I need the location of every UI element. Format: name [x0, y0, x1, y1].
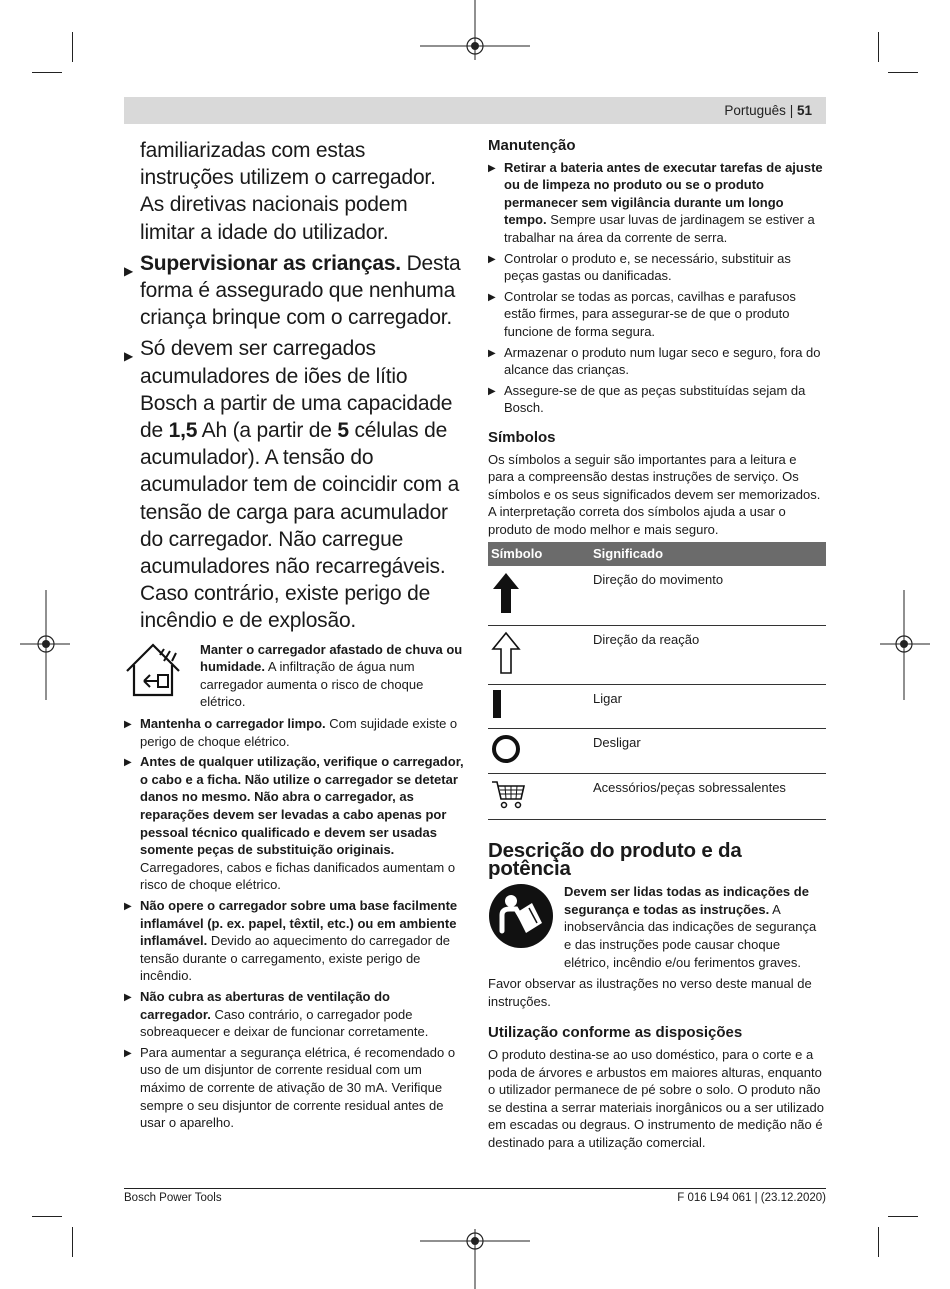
left-column — [124, 137, 464, 1135]
footer-rule — [124, 1188, 826, 1189]
bullet-triangle-icon: ▶ — [124, 1047, 132, 1059]
large-text-block — [124, 137, 464, 635]
symbol-cell — [488, 685, 590, 729]
item-text: Caso contrário, o carregador pode sobreaquecer e deixar de funcionar corretamente. — [140, 1006, 429, 1040]
list-item — [124, 1044, 464, 1132]
registration-mark-icon — [420, 1229, 530, 1289]
item-text: Desta forma é assegurado que nenhuma criança brinque com o carregador. — [140, 251, 461, 330]
item-text: Armazenar o produto num lugar seco e seguro, fora do alcance das crianças. — [504, 344, 821, 378]
registration-mark-icon — [880, 590, 930, 700]
meaning-cell: Direção do movimento — [590, 566, 826, 625]
read-manual-icon — [488, 883, 554, 949]
list-item — [488, 288, 826, 341]
bullet-triangle-icon: ▶ — [124, 757, 132, 769]
header-text — [724, 103, 812, 118]
item-text: Controlar se todas as porcas, cavilhas e parafusos estão firmes, para assegurar-se de que o produto funcione de forma segura. — [504, 288, 796, 339]
symbols-table — [488, 542, 826, 820]
bullet-triangle-icon: ▶ — [124, 349, 134, 364]
item-text: Sempre usar luvas de jardinagem se estiver a trabalhar na área da corrente de serra. — [504, 212, 815, 245]
item-text: Assegure-se de que as peças substituídas sejam da Bosch. — [504, 382, 806, 416]
bullet-triangle-icon: ▶ — [488, 291, 496, 303]
list-item — [488, 344, 826, 379]
footer-brand: Bosch Power Tools — [124, 1192, 222, 1204]
read-manual-text: A inobservância das indicações de segurança e das instruções pode causar choque elétrico, incêndio e/ou ferimentos graves. — [564, 901, 817, 970]
symbols-heading: Símbolos — [488, 428, 556, 446]
item-text: Devido ao aquecimento do carregador de tensão durante o carregamento, existe perigo de incêndio. — [140, 933, 451, 984]
item-text: células de acumulador). A tensão do acumulador tem de coincidir com a tensão de carga para acumulador do carregador. Não carregue acumuladores não recarregáveis. Caso contrário, existe perigo de incêndio e de explosão. — [140, 419, 460, 633]
item-bold: Supervisionar as crianças. — [140, 251, 401, 275]
maintenance-heading: Manutenção — [488, 137, 576, 154]
rain-warning-bold: Manter o carregador afastado de chuva ou humidade. — [200, 641, 463, 675]
off-circle-icon — [491, 734, 523, 764]
item-bold: 1,5 — [168, 419, 198, 443]
symbol-cell — [488, 774, 590, 820]
crop-mark — [878, 32, 879, 62]
symbol-cell — [488, 728, 590, 774]
rain-warning-text: A infiltração de água num carregador aumenta o risco de choque elétrico. — [200, 659, 424, 710]
table-row — [488, 728, 826, 774]
movement-arrow-icon — [491, 571, 521, 615]
crop-mark — [72, 1227, 73, 1257]
meaning-cell: Ligar — [590, 685, 826, 729]
table-row — [488, 774, 826, 820]
crop-mark — [72, 32, 73, 62]
read-manual-notice — [488, 883, 826, 971]
bullet-triangle-icon: ▶ — [488, 385, 496, 397]
item-bold: Mantenha o carregador limpo. — [140, 716, 326, 732]
item-text: Só devem ser carregados acumuladores de iões de lítio Bosch a partir de uma capacidade de — [140, 337, 453, 443]
crop-mark — [878, 1227, 879, 1257]
header-language: Português — [724, 103, 786, 118]
large-list-item — [124, 335, 464, 634]
description-heading: Descrição do produto e da potência — [488, 839, 742, 880]
illustrations-note: Favor observar as ilustrações no verso deste manual de instruções. — [488, 976, 812, 1009]
table-header: Símbolo — [488, 542, 590, 566]
page-number: 51 — [796, 103, 812, 118]
header-separator: | — [789, 103, 794, 118]
bullet-triangle-icon: ▶ — [488, 253, 496, 265]
table-row — [488, 685, 826, 729]
large-list-item — [124, 250, 464, 332]
item-text: Com sujidade existe o perigo de choque elétrico. — [140, 716, 458, 749]
footer-docnumber: F 016 L94 061 | (23.12.2020) — [677, 1192, 826, 1204]
cart-icon — [491, 779, 525, 809]
meaning-cell: Acessórios/peças sobressalentes — [590, 774, 826, 820]
bullet-triangle-icon: ▶ — [124, 900, 132, 912]
symbols-intro: Os símbolos a seguir são importantes para a leitura e para a compreensão destas instruções de serviço. Os símbolos e os seus significados devem ser memorizados. A interpretação correta dos símbolos ajuda a usar o produto de modo melhor e mais seguro. — [488, 451, 821, 537]
intro-paragraph: familiarizadas com estas instruções utilizem o carregador. As diretivas nacionais podem limitar a idade do utilizador. — [140, 139, 436, 244]
list-item — [124, 715, 464, 750]
read-manual-bold: Devem ser lidas todas as indicações de segurança e todas as instruções. — [564, 884, 809, 917]
crop-mark — [32, 72, 62, 73]
item-text: Controlar o produto e, se necessário, substituir as peças gastas ou danificadas. — [504, 250, 791, 284]
page-header — [124, 97, 826, 124]
item-text: Ah (a partir de — [197, 419, 338, 443]
crop-mark — [888, 72, 918, 73]
item-bold: 5 — [337, 419, 349, 443]
table-row — [488, 625, 826, 685]
maintenance-list — [488, 159, 826, 417]
table-header: Significado — [590, 542, 826, 566]
bullet-triangle-icon: ▶ — [488, 347, 496, 359]
list-item — [488, 250, 826, 285]
bullet-triangle-icon: ▶ — [488, 162, 496, 174]
symbol-cell — [488, 566, 590, 625]
safety-list — [124, 715, 464, 1132]
meaning-cell: Direção da reação — [590, 625, 826, 685]
list-item — [124, 988, 464, 1041]
bullet-triangle-icon: ▶ — [124, 719, 132, 731]
on-bar-icon — [491, 690, 521, 718]
item-bold: Não cubra as aberturas de ventilação do carregador. — [140, 988, 390, 1022]
registration-mark-icon — [420, 0, 530, 60]
item-bold: Não opere o carregador sobre uma base facilmente inflamável (p. ex. papel, têxtil, etc.) ou em ambiente inflamável. — [140, 897, 458, 949]
item-text: Carregadores, cabos e fichas danificados aumentam o risco de choque elétrico. — [140, 859, 456, 893]
reaction-arrow-icon — [491, 631, 521, 675]
table-header-row — [488, 542, 826, 566]
table-row — [488, 566, 826, 625]
item-bold: Retirar a bateria antes de executar tarefas de ajuste ou de limpeza no produto ou se o produto permanecer sem vigilância durante um longo tempo. — [504, 159, 823, 228]
intended-use-heading: Utilização conforme as disposições — [488, 1024, 743, 1042]
intended-use-text: O produto destina-se ao uso doméstico, para o corte e a poda de árvores e arbustos em maiores alturas, enquanto o utilizador permanece de pé sobre o solo. O produto não se destina a serrar materiais inorgânicos ou a ser utilizado em escadas ou degraus. O instrumento de medição não é destinado para a utilização comercial. — [488, 1046, 825, 1150]
bullet-triangle-icon: ▶ — [124, 263, 134, 278]
list-item — [488, 159, 826, 247]
bullet-triangle-icon: ▶ — [124, 991, 132, 1003]
list-item — [488, 382, 826, 417]
crop-mark — [32, 1216, 62, 1217]
registration-mark-icon — [20, 590, 70, 700]
crop-mark — [888, 1216, 918, 1217]
rain-warning — [124, 641, 464, 711]
symbol-cell — [488, 625, 590, 685]
item-bold: Antes de qualquer utilização, verifique o carregador, o cabo e a ficha. Não utilize o carregador se detetar danos no mesmo. Não abra o carregador, as reparações devem ser levadas a cabo apenas por pessoal técnico qualificado e devem ser usadas somente peças de substituição originais. — [140, 754, 464, 858]
right-column — [488, 137, 826, 1152]
house-rain-icon — [124, 641, 182, 699]
list-item — [124, 897, 464, 985]
list-item — [124, 753, 464, 894]
meaning-cell: Desligar — [590, 728, 826, 774]
item-text: Para aumentar a segurança elétrica, é recomendado o uso de um disjuntor de corrente residual com um máximo de corrente de ativação de 30 mA. Verifique sempre o seu disjuntor de corrente residual antes de usar o aparelho. — [140, 1044, 456, 1131]
